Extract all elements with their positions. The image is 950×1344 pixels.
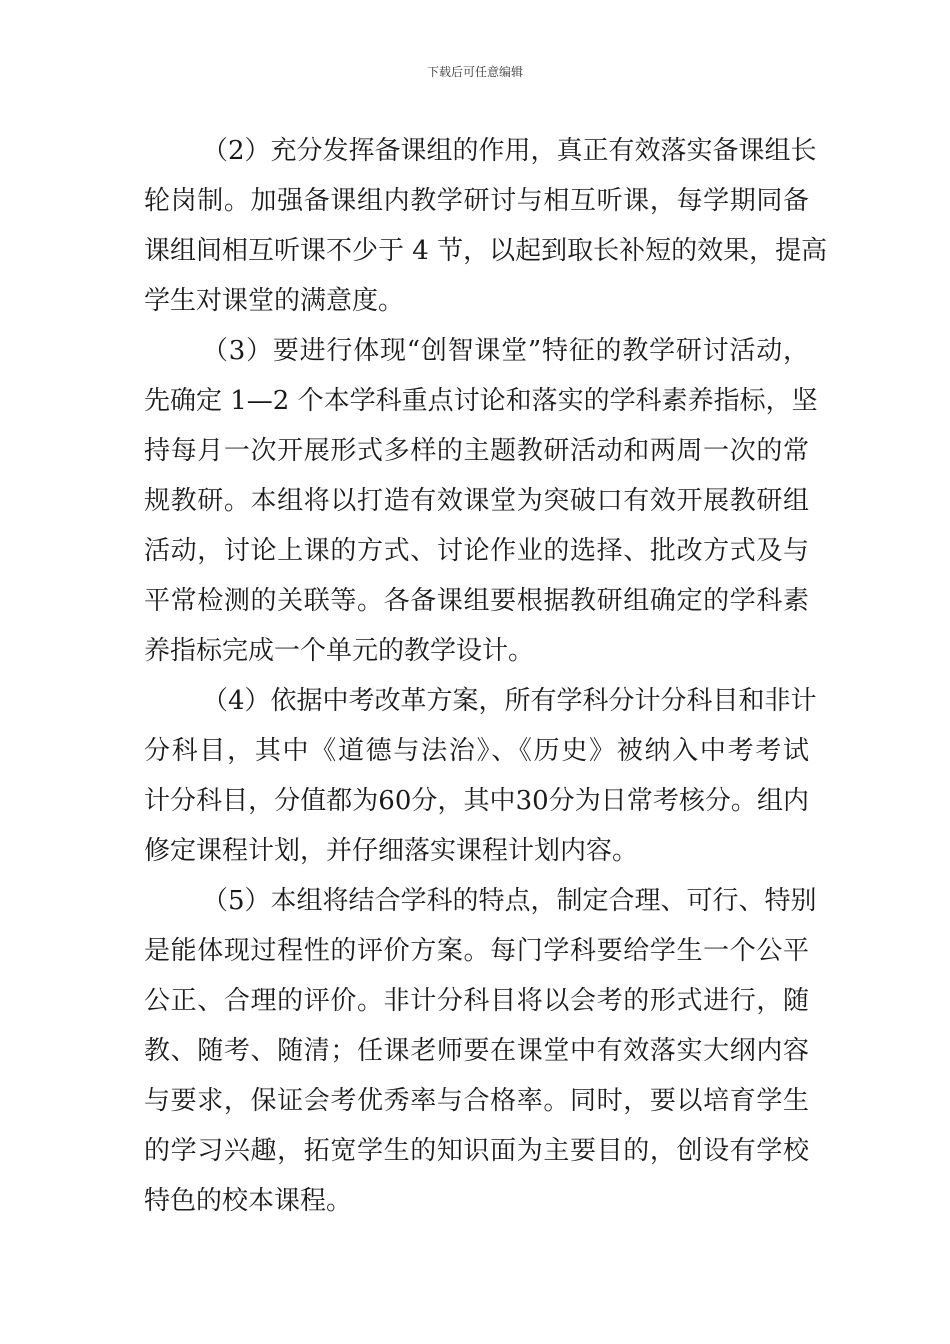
paragraph-4 [144,676,817,876]
paragraph-2 [144,126,828,326]
paragraph-line: 平常检测的关联等。各备课组要根据教研组确定的学科素 [144,586,809,616]
paragraph-line: 活动，讨论上课的方式、讨论作业的选择、批改方式及与 [144,536,809,566]
paragraph-line: 修定课程计划，并仔细落实课程计划内容。 [144,836,639,866]
paragraph-line: 教、随考、随清；任课老师要在课堂中有效落实大纲内容 [144,1036,809,1066]
paragraph-line: 学生对课堂的满意度。 [144,286,405,316]
paragraph-line: 特色的校本课程。 [144,1186,353,1216]
paragraph-line: 计分科目，分值都为60分，其中30分为日常考核分。组内 [144,786,809,816]
paragraph-line: 的学习兴趣，拓宽学生的知识面为主要目的，创设有学校 [144,1136,809,1166]
paragraph-line: （3）要进行体现“创智课堂”特征的教学研讨活动， [202,336,809,366]
document-body [144,126,828,1226]
paragraph-line: 与要求，保证会考优秀率与合格率。同时，要以培育学生 [144,1086,809,1116]
paragraph-line: 公正、合理的评价。非计分科目将以会考的形式进行，随 [144,986,809,1016]
paragraph-line: 是能体现过程性的评价方案。每门学科要给学生一个公平 [144,936,809,966]
paragraph-line: 规教研。本组将以打造有效课堂为突破口有效开展教研组 [144,486,809,516]
paragraph-line: （2）充分发挥备课组的作用，真正有效落实备课组长 [202,136,817,166]
page-header: 下载后可任意编辑 [426,65,523,79]
paragraph-line: （4）依据中考改革方案，所有学科分计分科目和非计 [202,686,817,716]
paragraph-line: 养指标完成一个单元的教学设计。 [144,636,535,666]
paragraph-line: 轮岗制。加强备课组内教学研讨与相互听课，每学期同备 [144,186,809,216]
paragraph-3 [144,326,818,676]
paragraph-line: 先确定 1—2 个本学科重点讨论和落实的学科素养指标，坚 [144,386,818,416]
paragraph-5 [144,876,817,1226]
paragraph-line: 课组间相互听课不少于 4 节，以起到取长补短的效果，提高 [144,236,828,266]
paragraph-line: 分科目，其中《道德与法治》、《历史》被纳入中考考试 [144,736,809,766]
paragraph-line: （5）本组将结合学科的特点，制定合理、可行、特别 [202,886,817,916]
paragraph-line: 持每月一次开展形式多样的主题教研活动和两周一次的常 [144,436,809,466]
